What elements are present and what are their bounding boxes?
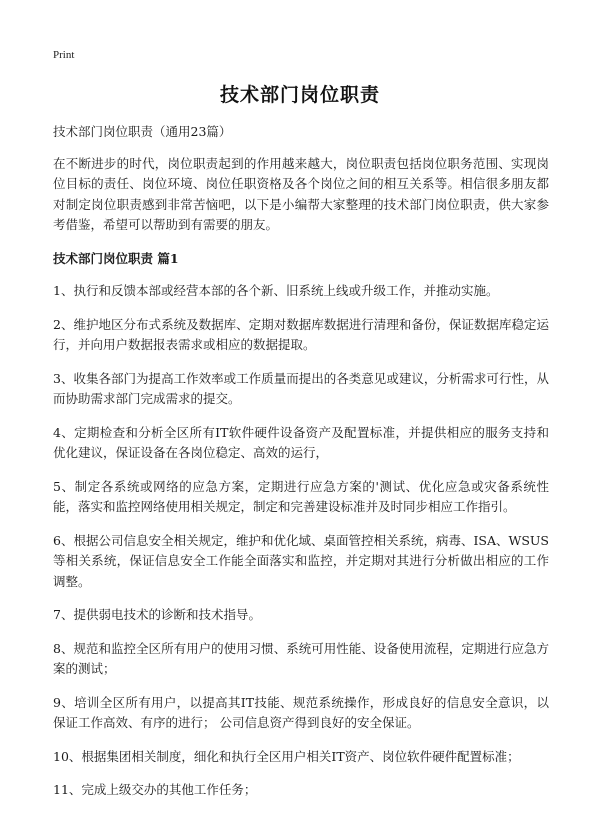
document-content — [53, 122, 549, 814]
duty-item-2: 2、维护地区分布式系统及数据库、定期对数据库数据进行清理和备份，保证数据库稳定运行，并向用户数据报表需求或相应的数据提取。 — [53, 316, 549, 352]
document-title: 技术部门岗位职责 — [219, 84, 380, 106]
intro-paragraph: 在不断进步的时代，岗位职责起到的作用越来越大，岗位职责包括岗位职务范围、实现岗位目标的责任、岗位环境、岗位任职资格及各个岗位之间的相互关系等。相信很多朋友都对制定岗位职责感到非常苦恼吧，以下是小编帮大家整理的技术部门岗位职责，供大家参考借鉴，希望可以帮助到有需要的朋友。 — [53, 155, 549, 232]
duty-item-1: 1、执行和反馈本部或经营本部的各个新、旧系统上线或升级工作，并推动实施。 — [53, 283, 499, 298]
duty-item-5: 5、制定各系统或网络的应急方案，定期进行应急方案的'测试、优化应急或灾备系统性能，落实和监控网络使用相关规定，制定和完善建设标准并及时同步相应工作指引。 — [53, 478, 549, 514]
duty-item-6: 6、根据公司信息安全相关规定，维护和优化域、桌面管控相关系统，病毒、ISA、WSUS等相关系统，保证信息安全工作能全面落实和监控，并定期对其进行分析做出相应的工作调整。 — [53, 532, 549, 589]
duty-item-10: 10、根据集团相关制度，细化和执行全区用户相关IT资产、岗位软件硬件配置标准； — [53, 748, 520, 764]
duty-item-8: 8、规范和监控全区所有用户的使用习惯、系统可用性能、设备使用流程，定期进行应急方案的测试； — [53, 640, 549, 676]
document-subtitle: 技术部门岗位职责（通用23篇） — [53, 124, 232, 139]
duty-item-4: 4、定期检查和分析全区所有IT软件硬件设备资产及配置标准，并提供相应的服务支持和优化建议，保证设备在各岗位稳定、高效的运行， — [53, 424, 549, 460]
section-heading: 技术部门岗位职责 篇1 — [53, 250, 179, 266]
print-link[interactable]: Print — [53, 49, 75, 61]
duty-item-9: 9、培训全区所有用户，以提高其IT技能、规范系统操作，形成良好的信息安全意识，以保证工作高效、有序的进行； 公司信息资产得到良好的安全保证。 — [53, 694, 549, 730]
duty-item-11: 11、完成上级交办的其他工作任务； — [53, 782, 257, 797]
duty-item-3: 3、收集各部门为提高工作效率或工作质量而提出的各类意见或建议，分析需求可行性，从而协助需求部门完成需求的提交。 — [53, 370, 549, 406]
duty-item-7: 7、提供弱电技术的诊断和技术指导。 — [53, 607, 261, 622]
